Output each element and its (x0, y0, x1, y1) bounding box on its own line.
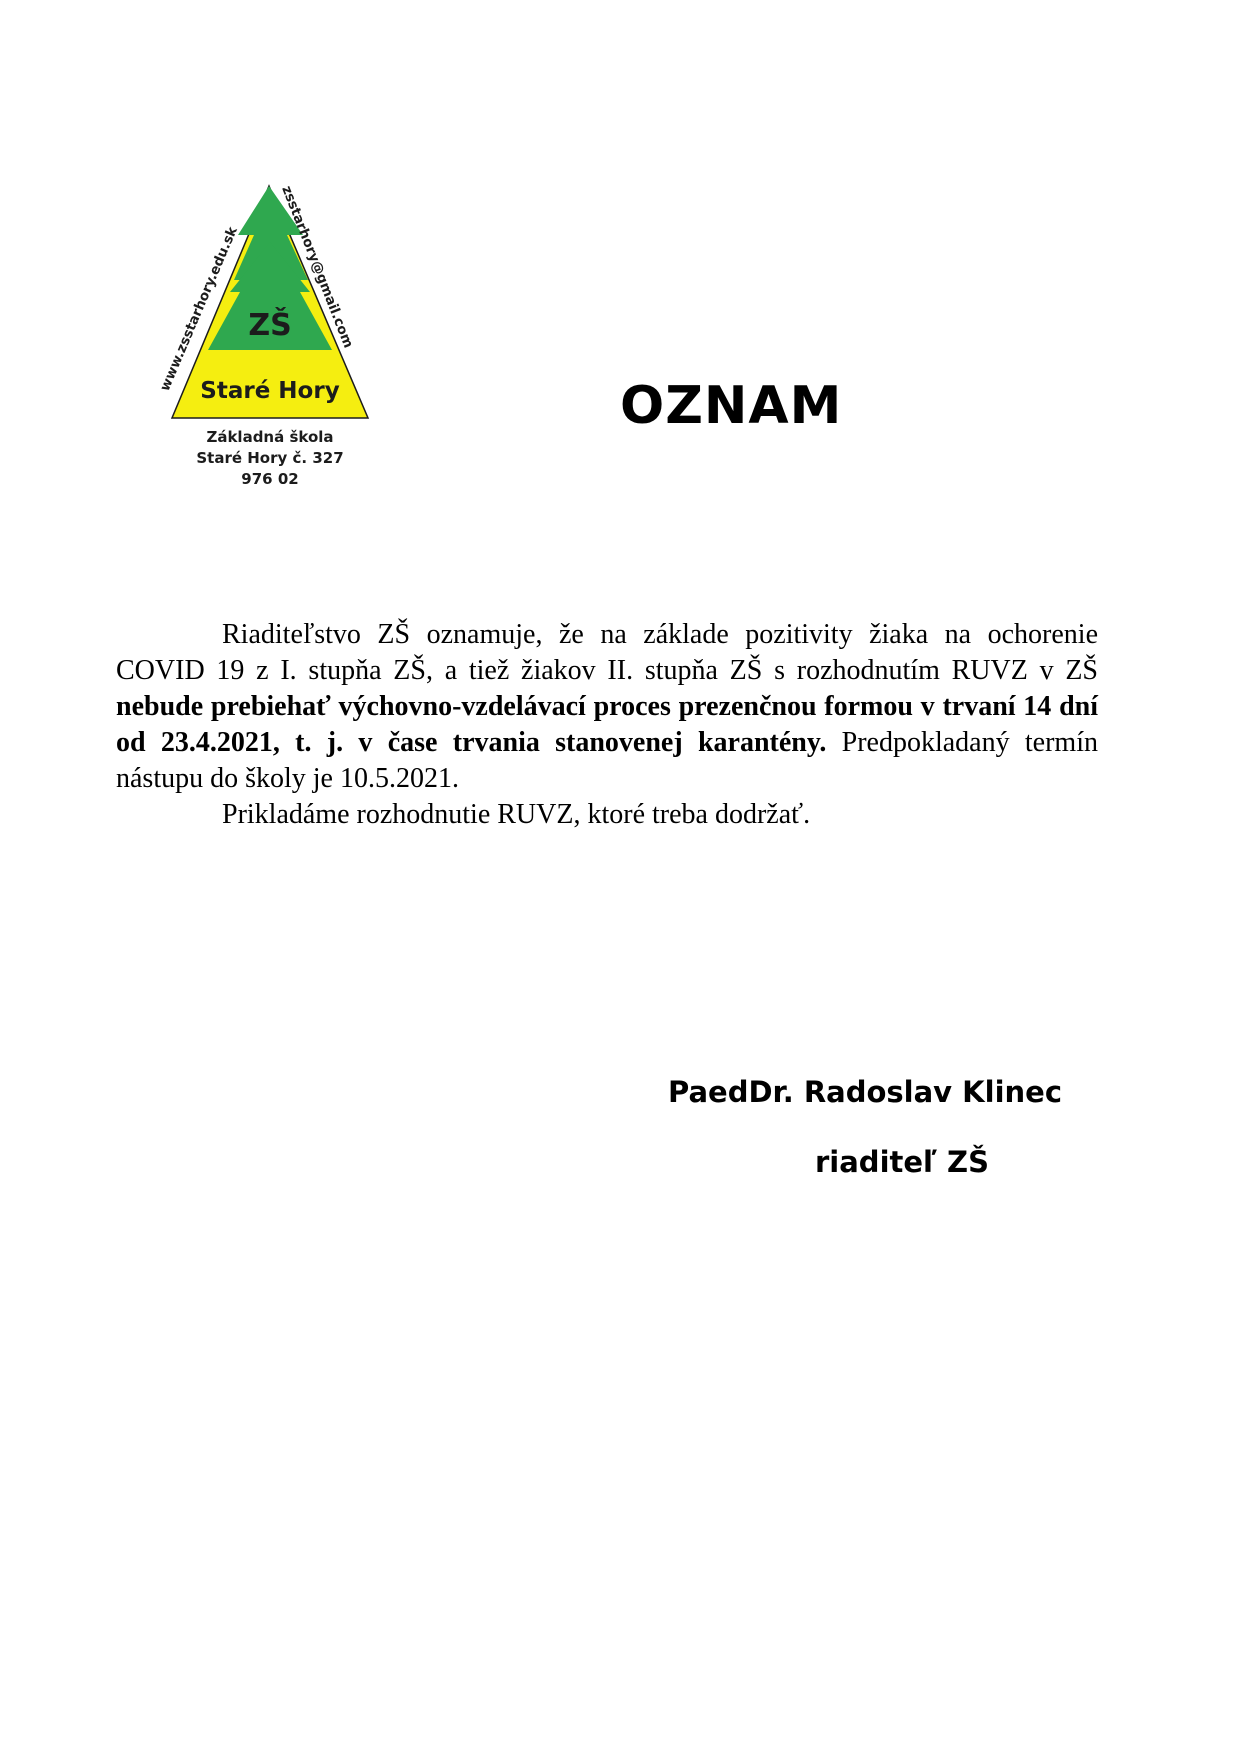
signature-role: riaditeľ ZŠ (815, 1145, 989, 1179)
paragraph-1-end: Predpokladaný termín nástupu do školy je 10.5.2021. (116, 727, 1098, 794)
paragraph-1-bold: nebude prebiehať výchovno-vzdelávací proces prezenčnou formou v trvaní 14 dní od 23.4.2021, t. j. v čase trvania stanovenej karantény. (116, 691, 1098, 758)
logo-email: zsstarhory@gmail.com (278, 183, 357, 351)
announcement-body (116, 617, 1098, 833)
logo-initials: ZŠ (248, 308, 292, 343)
logo-address-line1: Základná škola (206, 428, 334, 446)
school-logo (150, 180, 390, 495)
announcement-paragraph-2: Prikladáme rozhodnutie RUVZ, ktoré treba dodržať. (222, 799, 811, 830)
page-title: OZNAM (620, 376, 843, 436)
logo-website: www.zsstarhory.edu.sk (156, 224, 241, 394)
logo-address-line2: Staré Hory č. 327 (196, 449, 344, 467)
logo-address-line3: 976 02 (241, 470, 299, 488)
logo-school-name: Staré Hory (200, 378, 340, 404)
paragraph-1-intro: Riaditeľstvo ZŠ oznamuje, že na základe pozitivity žiaka na ochorenie COVID 19 z I. stupňa ZŠ, a tiež žiakov II. stupňa ZŠ s rozhodnutím RUVZ v ZŠ (116, 619, 1098, 686)
announcement-paragraph-1 (116, 617, 1098, 797)
signature-name: PaedDr. Radoslav Klinec (668, 1075, 1063, 1109)
